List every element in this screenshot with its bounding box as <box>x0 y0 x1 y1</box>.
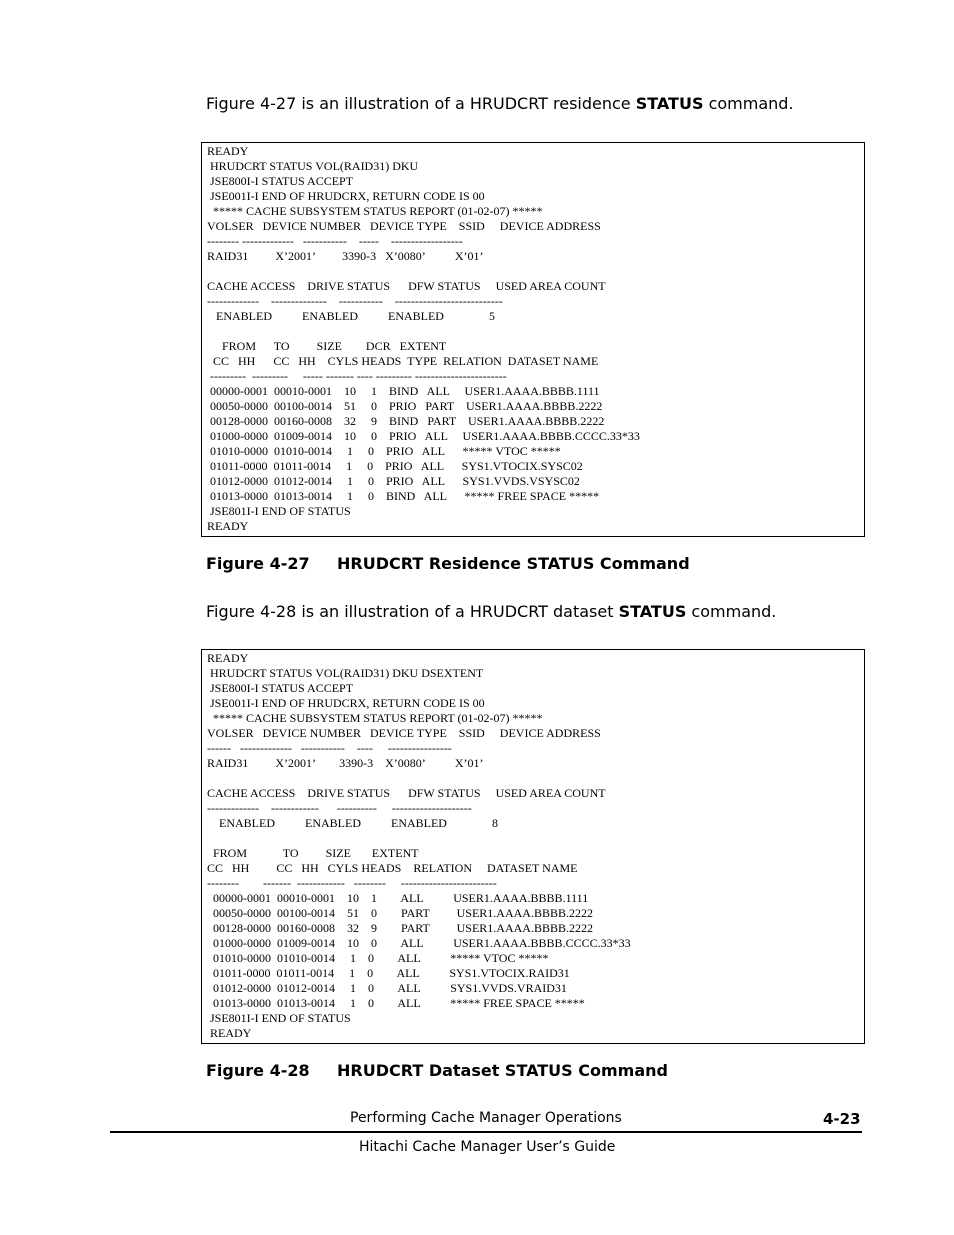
listing-line: 00050-0000 00100-0014 51 0 PART USER1.AAAA.BBBB.2222 <box>207 906 593 920</box>
intro-text-bold: STATUS <box>618 602 687 621</box>
intro-text-end: command. <box>686 602 777 621</box>
listing-line: 01011-0000 01011-0014 1 0 PRIO ALL SYS1.VTOCIX.SYSC02 <box>207 459 583 473</box>
figure-27-intro <box>206 94 794 113</box>
listing-line: JSE800I-I STATUS ACCEPT <box>207 174 354 188</box>
listing-line: HRUDCRT STATUS VOL(RAID31) DKU DSEXTENT <box>207 666 484 680</box>
listing-line: 00050-0000 00100-0014 51 0 PRIO PART USER1.AAAA.BBBB.2222 <box>207 399 603 413</box>
figure-28-intro <box>206 602 776 621</box>
listing-line: JSE001I-I END OF HRUDCRX, RETURN CODE IS 00 <box>207 189 485 203</box>
listing-line: ***** CACHE SUBSYSTEM STATUS REPORT (01-02-07) ***** <box>207 711 543 725</box>
listing-line: --------- --------- ----- ------- ---- --------- ----------------------- <box>207 369 507 383</box>
listing-line: 00000-0001 00010-0001 10 1 BIND ALL USER1.AAAA.BBBB.1111 <box>207 384 600 398</box>
listing-line: 00128-0000 00160-0008 32 9 BIND PART USER1.AAAA.BBBB.2222 <box>207 414 605 428</box>
figure-27-caption-number: Figure 4-27 <box>206 554 310 573</box>
listing-line: 01010-0000 01010-0014 1 0 PRIO ALL ***** VTOC ***** <box>207 444 561 458</box>
figure-27-listing-box <box>201 142 865 537</box>
listing-line: 01013-0000 01013-0014 1 0 ALL ***** FREE SPACE ***** <box>207 996 585 1010</box>
listing-line <box>207 771 631 786</box>
listing-line <box>207 324 640 339</box>
listing-line: JSE801I-I END OF STATUS <box>207 504 351 518</box>
intro-text-bold: STATUS <box>635 94 704 113</box>
listing-line: JSE001I-I END OF HRUDCRX, RETURN CODE IS 00 <box>207 696 485 710</box>
footer-section-title: Performing Cache Manager Operations <box>350 1110 622 1126</box>
listing-line: 01012-0000 01012-0014 1 0 PRIO ALL SYS1.VVDS.VSYSC02 <box>207 474 580 488</box>
listing-line: 01013-0000 01013-0014 1 0 BIND ALL ***** FREE SPACE ***** <box>207 489 600 503</box>
listing-line: FROM TO SIZE EXTENT <box>207 846 419 860</box>
page-number: 4-23 <box>823 1110 861 1128</box>
listing-line: ------------- ------------ ---------- -------------------- <box>207 801 472 815</box>
listing-line <box>207 831 631 846</box>
figure-28-caption-number: Figure 4-28 <box>206 1061 310 1080</box>
listing-line: CACHE ACCESS DRIVE STATUS DFW STATUS USED AREA COUNT <box>207 279 606 293</box>
listing-line: ENABLED ENABLED ENABLED 8 <box>207 816 498 830</box>
footer-divider <box>110 1131 862 1133</box>
listing-line: FROM TO SIZE DCR EXTENT <box>207 339 447 353</box>
listing-line <box>207 264 640 279</box>
footer-book-title: Hitachi Cache Manager User’s Guide <box>359 1139 616 1155</box>
listing-line: CC HH CC HH CYLS HEADS TYPE RELATION DATASET NAME <box>207 354 599 368</box>
listing-line: RAID31 X’2001’ 3390-3 X’0080’ X’01’ <box>207 756 484 770</box>
listing-line: 00000-0001 00010-0001 10 1 ALL USER1.AAAA.BBBB.1111 <box>207 891 589 905</box>
listing-line: -------- ------- ------------ -------- ------------------------ <box>207 876 497 890</box>
listing-line: 01010-0000 01010-0014 1 0 ALL ***** VTOC ***** <box>207 951 549 965</box>
listing-line: CACHE ACCESS DRIVE STATUS DFW STATUS USED AREA COUNT <box>207 786 606 800</box>
intro-text-start: Figure 4-27 is an illustration of a HRUDCRT residence <box>206 94 636 113</box>
figure-28-listing <box>207 651 631 1041</box>
listing-line: ------ ------------- ----------- ---- ---------------- <box>207 741 452 755</box>
figure-28-listing-box <box>201 649 865 1044</box>
figure-28-caption-title: HRUDCRT Dataset STATUS Command <box>337 1061 668 1080</box>
listing-line: 01012-0000 01012-0014 1 0 ALL SYS1.VVDS.VRAID31 <box>207 981 567 995</box>
listing-line: 01000-0000 01009-0014 10 0 ALL USER1.AAAA.BBBB.CCCC.33*33 <box>207 936 631 950</box>
listing-line: READY <box>207 651 249 665</box>
intro-text-start: Figure 4-28 is an illustration of a HRUDCRT dataset <box>206 602 619 621</box>
listing-line: ------------- -------------- ----------- --------------------------- <box>207 294 503 308</box>
listing-line: HRUDCRT STATUS VOL(RAID31) DKU <box>207 159 419 173</box>
listing-line: -------- ------------- ----------- ----- ------------------ <box>207 234 463 248</box>
listing-line: READY <box>207 519 249 533</box>
listing-line: 00128-0000 00160-0008 32 9 PART USER1.AAAA.BBBB.2222 <box>207 921 593 935</box>
listing-line: READY <box>207 144 249 158</box>
listing-line: JSE800I-I STATUS ACCEPT <box>207 681 354 695</box>
figure-27-listing <box>207 144 640 534</box>
listing-line: 01011-0000 01011-0014 1 0 ALL SYS1.VTOCIX.RAID31 <box>207 966 570 980</box>
listing-line: READY <box>207 1026 252 1040</box>
listing-line: VOLSER DEVICE NUMBER DEVICE TYPE SSID DEVICE ADDRESS <box>207 219 601 233</box>
listing-line: VOLSER DEVICE NUMBER DEVICE TYPE SSID DEVICE ADDRESS <box>207 726 601 740</box>
listing-line: ***** CACHE SUBSYSTEM STATUS REPORT (01-02-07) ***** <box>207 204 543 218</box>
intro-text-end: command. <box>703 94 794 113</box>
listing-line: ENABLED ENABLED ENABLED 5 <box>207 309 495 323</box>
listing-line: CC HH CC HH CYLS HEADS RELATION DATASET NAME <box>207 861 578 875</box>
listing-line: JSE801I-I END OF STATUS <box>207 1011 351 1025</box>
listing-line: 01000-0000 01009-0014 10 0 PRIO ALL USER1.AAAA.BBBB.CCCC.33*33 <box>207 429 640 443</box>
listing-line: RAID31 X’2001’ 3390-3 X’0080’ X’01’ <box>207 249 484 263</box>
figure-27-caption-title: HRUDCRT Residence STATUS Command <box>337 554 690 573</box>
